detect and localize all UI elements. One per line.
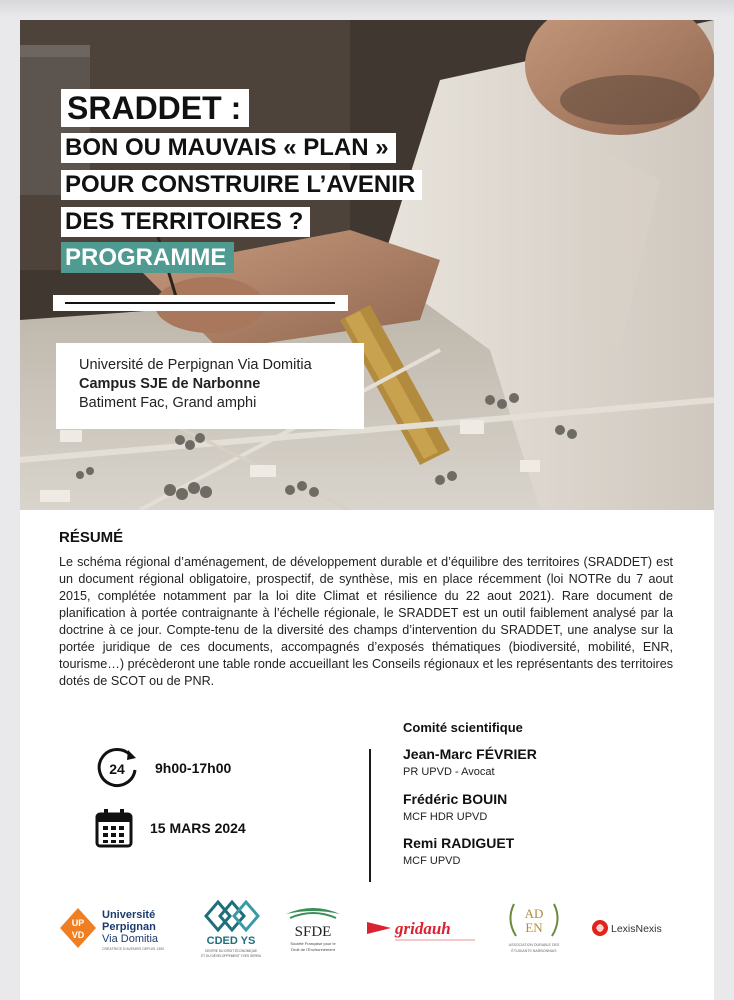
clock-24-label: 24 (109, 761, 125, 777)
venue-university: Université de Perpignan Via Domitia (79, 357, 312, 373)
member-name: Frédéric BOUIN (403, 791, 508, 807)
upvd-tagline: CRÉATRICE D’AVENIRS DEPUIS 1350 (102, 947, 165, 951)
resume-heading: RÉSUMÉ (59, 529, 124, 546)
committee-heading: Comité scientifique (403, 720, 523, 735)
cdedys-sub1: CENTRE DU DROIT ÉCONOMIQUE (204, 949, 258, 953)
sfde-logo (278, 898, 348, 960)
venue-campus: Campus SJE de Narbonne (79, 376, 261, 392)
title-divider (65, 302, 335, 304)
gridauh-logo (365, 908, 480, 948)
sfde-sub1: Société Française pour le (290, 941, 336, 946)
date-text: 15 MARS 2024 (150, 820, 246, 836)
title-line-2: BON OU MAUVAIS « PLAN » (61, 133, 396, 163)
title-line-1: SRADDET : (61, 89, 249, 127)
member-name: Remi RADIGUET (403, 835, 515, 851)
venue-room: Batiment Fac, Grand amphi (79, 395, 257, 411)
upvd-line2: Perpignan (102, 921, 156, 933)
gridauh-name: gridauh (395, 919, 451, 938)
lexisnexis-name: LexisNexis (611, 923, 662, 935)
upvd-line3: Via Domitia (102, 933, 159, 945)
member-role: MCF HDR UPVD (403, 811, 488, 823)
committee-divider (369, 749, 371, 882)
hours-text: 9h00-17h00 (155, 760, 232, 776)
flyer-page (20, 20, 714, 1000)
member-role: PR UPVD - Avocat (403, 766, 495, 778)
browser-top-strip (0, 0, 734, 18)
sfde-sub2: Droit de l’Environnement (291, 947, 335, 952)
programme-label: PROGRAMME (61, 242, 234, 273)
upvd-badge-top: UP (71, 918, 85, 928)
member-role: MCF UPVD (403, 855, 461, 867)
aden-logo (500, 896, 568, 962)
resume-text: Le schéma régional d’aménagement, de développement durable et d’équilibre des territoires (SRADDET) est un document régional obligatoire, prospectif, de synthèse, mis en place récemment (loi NOTRe du 7 aout 2015, complétée notamment par la loi dite Climat et résilience du 22 aout 2021). Rare document de planification à portée contraignante à l’échelle régionale, le SRADDET est un outil faiblement analysé par la doctrine à ce jour. Compte-tenu de la diversité des champs d’intervention du SRADDET, une analyse sur la portée juridique de ces documents, accompagnés d’exposés thématiques (biodiversité, mobilité, ENR, tourisme…) précèderont une table ronde accueillant les Conseils régionaux et les représentants des territoires dotés de SCOT ou de PNR. (59, 555, 673, 688)
upvd-badge-bottom: VD (71, 930, 85, 940)
upvd-logo (58, 900, 178, 960)
cdedys-name: CDED YS (206, 935, 256, 947)
hero-section (20, 20, 714, 510)
upvd-line1: Université (102, 909, 156, 921)
aden-line2: EN (525, 920, 543, 935)
clock-24-icon (95, 746, 139, 790)
cdedys-logo (198, 896, 264, 966)
cdedys-sub2: ET DU DÉVELOPPEMENT YVES SERRA (201, 954, 261, 958)
title-line-3: POUR CONSTRUIRE L’AVENIR (61, 170, 422, 200)
calendar-icon (95, 808, 133, 848)
sfde-name: SFDE (294, 924, 332, 940)
aden-sub1: ASSOCIATION DURABLE DES (508, 943, 560, 947)
title-line-4: DES TERRITOIRES ? (61, 207, 310, 237)
aden-line1: AD (524, 906, 544, 921)
member-name: Jean-Marc FÉVRIER (403, 746, 537, 762)
aden-sub2: ÉTUDIANTS NARBONNAIS (511, 949, 557, 953)
venue-box (56, 343, 364, 429)
lexisnexis-logo (590, 916, 672, 940)
